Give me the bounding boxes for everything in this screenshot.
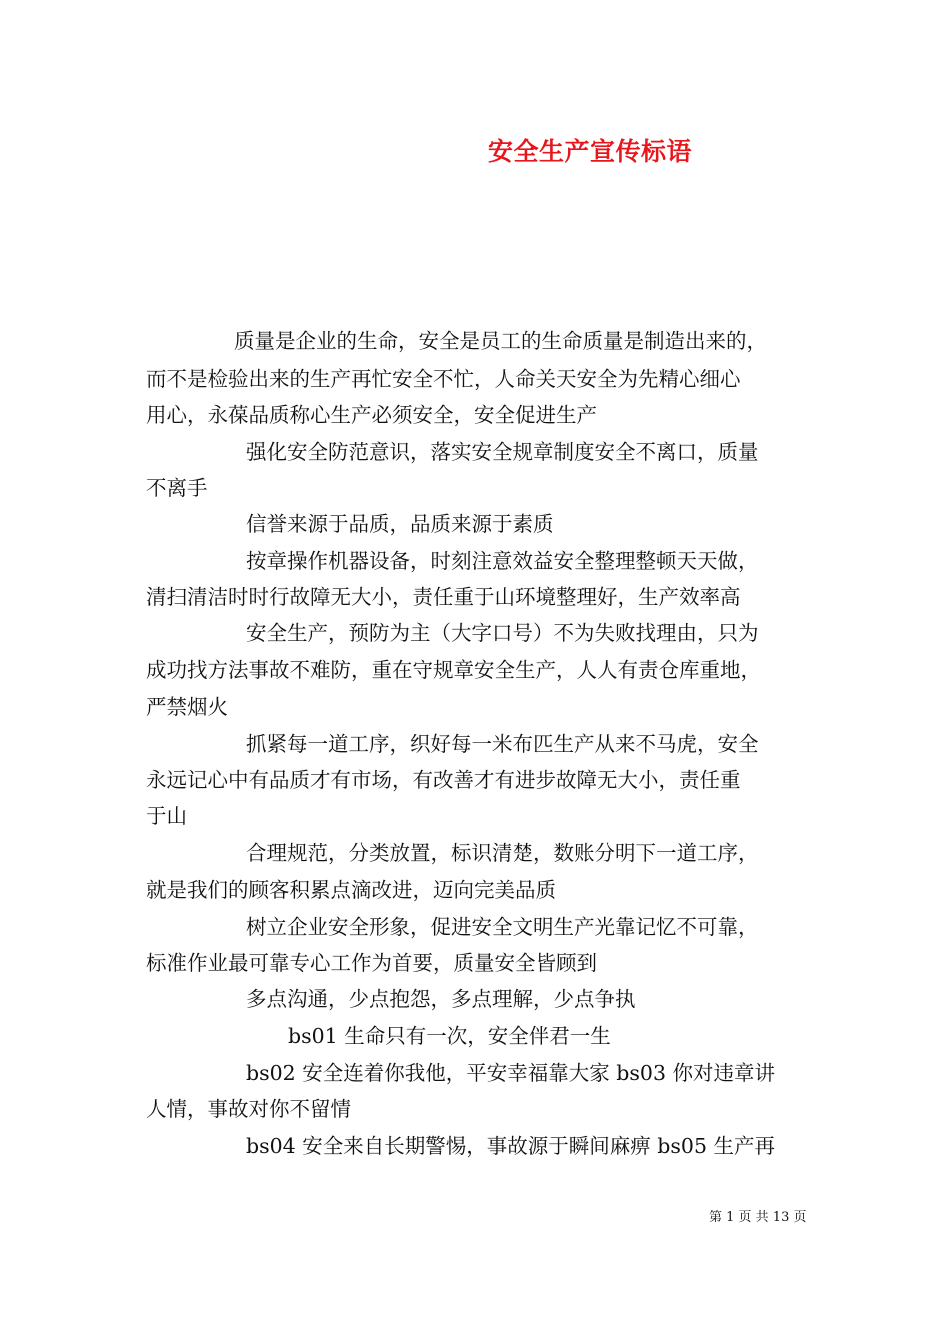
body-line: 合理规范，分类放置，标识清楚，数账分明下一道工序， <box>246 841 759 865</box>
body-line: 标准作业最可靠专心工作为首要，质量安全皆顾到 <box>146 951 597 975</box>
body-line: 抓紧每一道工序，织好每一米布匹生产从来不马虎，安全 <box>246 732 759 756</box>
body-line: 不离手 <box>146 476 208 500</box>
body-line: bs01 生命只有一次，安全伴君一生 <box>288 1024 611 1048</box>
body-line: 成功找方法事故不难防，重在守规章安全生产，人人有责仓库重地， <box>146 658 761 682</box>
body-line: 用心，永葆品质称心生产必须安全，安全促进生产 <box>146 403 597 427</box>
body-line: 质量是企业的生命，安全是员工的生命质量是制造出来的， <box>234 329 767 353</box>
body-line: 多点沟通，少点抱怨，多点理解，少点争执 <box>246 987 636 1011</box>
body-line: 树立企业安全形象，促进安全文明生产光靠记忆不可靠， <box>246 915 759 939</box>
body-line: 就是我们的顾客积累点滴改进，迈向完美品质 <box>146 878 556 902</box>
body-line: 永远记心中有品质才有市场，有改善才有进步故障无大小，责任重 <box>146 768 741 792</box>
body-line: 于山 <box>146 804 187 828</box>
body-line: 强化安全防范意识，落实安全规章制度安全不离口，质量 <box>246 440 759 464</box>
body-line: bs02 安全连着你我他，平安幸福靠大家 bs03 你对违章讲 <box>246 1061 776 1085</box>
document-title: 安全生产宣传标语 <box>488 137 693 166</box>
body-line: bs04 安全来自长期警惕，事故源于瞬间麻痹 bs05 生产再 <box>246 1134 776 1158</box>
body-line: 信誉来源于品质，品质来源于素质 <box>246 512 554 536</box>
page-number-footer: 第 1 页 共 13 页 <box>709 1210 807 1225</box>
body-line: 而不是检验出来的生产再忙安全不忙，人命关天安全为先精心细心 <box>146 367 741 391</box>
body-line: 安全生产，预防为主（大字口号）不为失败找理由，只为 <box>246 621 759 645</box>
body-line: 清扫清洁时时行故障无大小，责任重于山环境整理好，生产效率高 <box>146 585 741 609</box>
body-line: 人情，事故对你不留情 <box>146 1097 351 1121</box>
body-line: 严禁烟火 <box>146 695 228 719</box>
body-line: 按章操作机器设备，时刻注意效益安全整理整顿天天做， <box>246 549 759 573</box>
